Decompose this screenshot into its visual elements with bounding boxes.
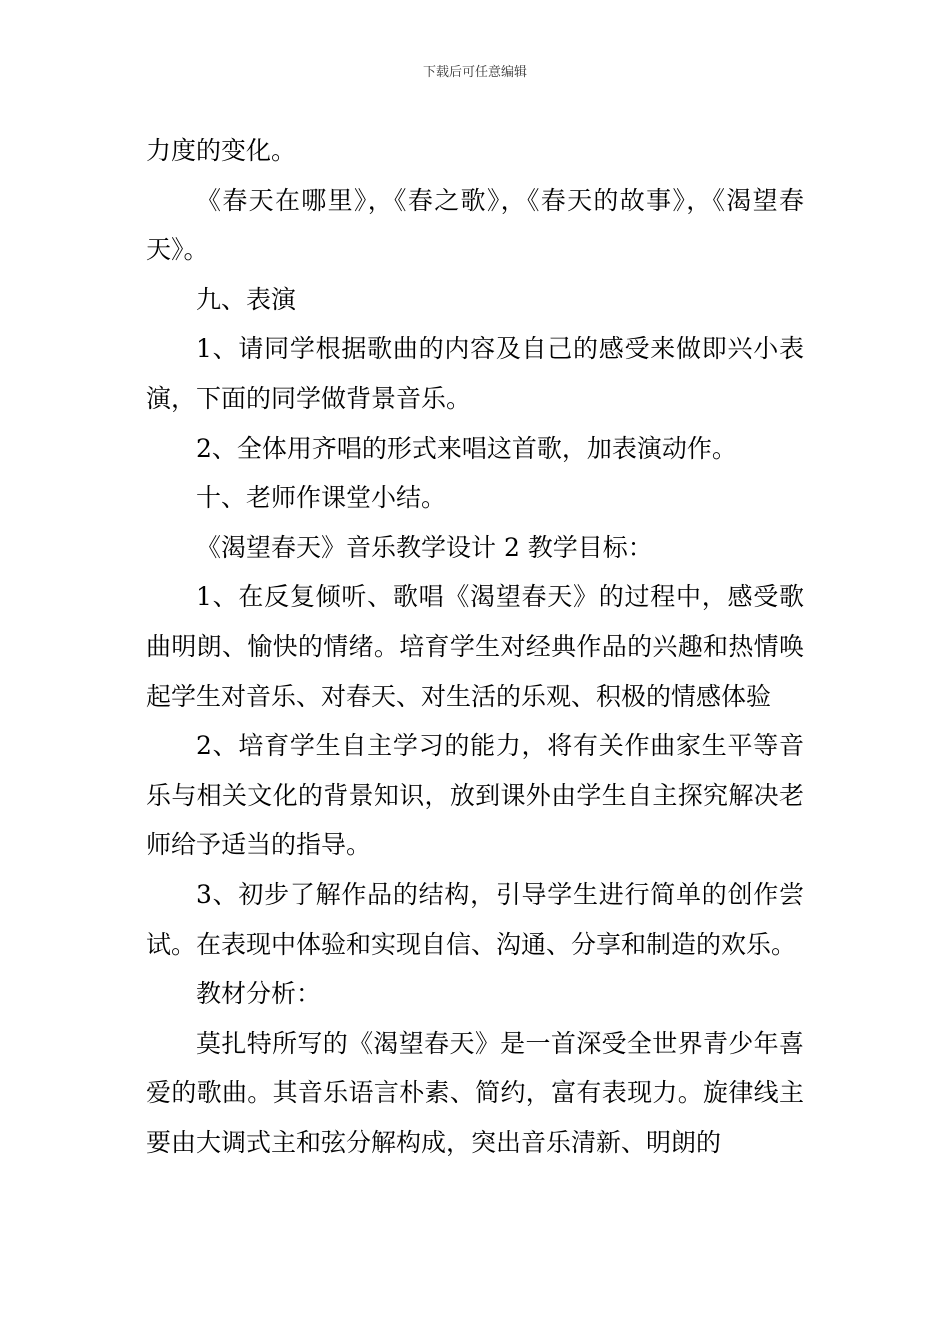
paragraph-2: 《春天在哪里》，《春之歌》，《春天的故事》，《渴望春天》。 [146, 185, 804, 265]
paragraph-4: 1、请同学根据歌曲的内容及自己的感受来做即兴小表演，下面的同学做背景音乐。 [146, 334, 804, 413]
paragraph-5: 2、全体用齐唱的形式来唱这首歌，加表演动作。 [196, 433, 737, 463]
paragraph-1: 力度的变化。 [146, 136, 297, 165]
paragraph-11: 教材分析： [196, 979, 322, 1009]
paragraph-12: 莫扎特所写的《渴望春天》是一首深受全世界青少年喜爱的歌曲。其音乐语言朴素、简约，富有表现力。旋律线主要由大调式主和弦分解构成，突出音乐清新、明朗的 [146, 1028, 804, 1157]
paragraph-6: 十、老师作课堂小结。 [196, 483, 447, 513]
document-body [146, 126, 804, 1167]
paragraph-3: 九、表演 [196, 284, 297, 314]
page-header: 下载后可任意编辑 [422, 65, 527, 80]
paragraph-10: 3、初步了解作品的结构，引导学生进行简单的创作尝试。在表现中体验和实现自信、沟通、分享和制造的欢乐。 [146, 879, 804, 959]
paragraph-7: 《渴望春天》音乐教学设计 2 教学目标： [196, 532, 653, 562]
paragraph-8: 1、在反复倾听、歌唱《渴望春天》的过程中，感受歌曲明朗、愉快的情绪。培育学生对经典作品的兴趣和热情唤起学生对音乐、对春天、对生活的乐观、积极的情感体验 [146, 582, 804, 711]
paragraph-9: 2、培育学生自主学习的能力，将有关作曲家生平等音乐与相关文化的背景知识，放到课外由学生自主探究解决老师给予适当的指导。 [146, 731, 804, 860]
